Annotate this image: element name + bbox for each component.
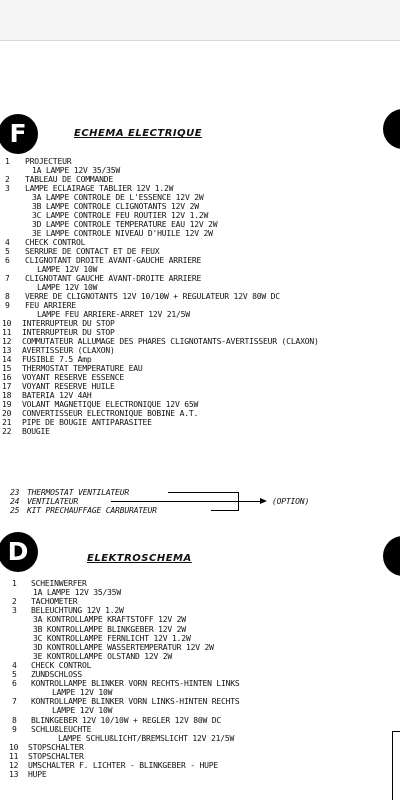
item-text: LAMPE 12V 10W xyxy=(52,705,113,716)
item-number: 5 xyxy=(12,669,17,679)
item-number: 10 xyxy=(2,318,12,328)
item-number: 10 xyxy=(9,741,19,752)
item-number: 4 xyxy=(5,237,10,247)
item-text: CHECK CONTROL xyxy=(31,659,92,670)
item-text: VENTILATEUR xyxy=(27,496,78,506)
item-text: 3A KONTROLLAMPE KRAFTSTOFF 12V 2W xyxy=(33,614,186,625)
item-text: PROJECTEUR xyxy=(25,156,72,166)
item-number: 13 xyxy=(9,769,19,780)
option-label: (OPTION) xyxy=(272,496,310,506)
item-text: CONVERTISSEUR ELECTRONIQUE BOBINE A.T. xyxy=(22,408,199,418)
item-text: CLIGNOTANT GAUCHE AVANT-DROITE ARRIERE xyxy=(25,273,202,283)
item-text: THERMOSTAT TEMPERATURE EAU xyxy=(22,363,143,373)
item-number: 12 xyxy=(2,336,12,346)
item-text: THERMOSTAT VENTILATEUR xyxy=(27,487,129,497)
next-column-badge-1 xyxy=(383,109,400,149)
item-text: STOPSCHALTER xyxy=(28,750,84,761)
item-number: 2 xyxy=(5,174,10,184)
top-bar xyxy=(0,0,400,40)
item-text: HUPE xyxy=(28,769,47,780)
item-number: 11 xyxy=(2,327,12,337)
item-number: 1 xyxy=(12,578,17,588)
item-text: STOPSCHALTER xyxy=(28,741,84,752)
item-text: VERRE DE CLIGNOTANTS 12V 10/10W + REGULATEUR 12V 80W DC xyxy=(25,291,280,301)
item-number: 3 xyxy=(5,183,10,193)
item-text: BLINKGEBER 12V 10/10W + REGLER 12V 80W DC xyxy=(31,714,222,725)
item-text: LAMPE 12V 10W xyxy=(52,687,113,698)
item-text: PIPE DE BOUGIE ANTIPARASITEE xyxy=(22,417,152,427)
item-number: 7 xyxy=(5,273,10,283)
section-badge-d: D xyxy=(0,532,38,572)
item-text: SCHEINWERFER xyxy=(31,578,87,588)
section-title-d: ELEKTROSCHEMA xyxy=(87,553,192,564)
item-text: 3A LAMPE CONTROLE DE L'ESSENCE 12V 2W xyxy=(32,192,204,202)
item-number: 23 xyxy=(10,487,20,497)
item-text: FEU ARRIERE xyxy=(25,300,76,310)
option-bracket-bottom xyxy=(211,510,238,511)
item-text: VOLANT MAGNETIQUE ELECTRONIQUE 12V 65W xyxy=(22,399,199,409)
item-text: LAMPE SCHLUßLICHT/BREMSLICHT 12V 21/5W xyxy=(58,732,235,743)
item-text: SERRURE DE CONTACT ET DE FEUX xyxy=(25,246,160,256)
item-number: 8 xyxy=(12,714,17,725)
item-text: 3E LAMPE CONTROLE NIVEAU D'HUILE 12V 2W xyxy=(32,228,213,238)
item-number: 2 xyxy=(12,596,17,607)
item-number: 9 xyxy=(5,300,10,310)
item-number: 6 xyxy=(12,678,17,689)
document-page xyxy=(0,41,400,800)
item-number: 8 xyxy=(5,291,10,301)
item-number: 13 xyxy=(2,345,12,355)
item-text: INTERRUPTEUR DU STOP xyxy=(22,318,115,328)
item-number: 24 xyxy=(10,496,20,506)
item-text: INTERRUPTEUR DU STOP xyxy=(22,327,115,337)
item-text: SCHLUßLEUCHTE xyxy=(31,723,92,734)
item-text: COMMUTATEUR ALLUMAGE DES PHARES CLIGNOTANTS-AVERTISSEUR (CLAXON) xyxy=(22,336,319,346)
item-text: KONTROLLAMPE BLINKER VORN LINKS-HINTEN RECHTS xyxy=(31,696,240,707)
item-text: LAMPE 12V 10W xyxy=(37,264,98,274)
item-text: 3C LAMPE CONTROLE FEU ROUTIER 12V 1.2W xyxy=(32,210,209,220)
item-text: AVERTISSEUR (CLAXON) xyxy=(22,345,115,355)
item-number: 1 xyxy=(5,156,10,166)
item-number: 14 xyxy=(2,354,12,364)
option-bracket-top xyxy=(168,492,238,493)
item-number: 21 xyxy=(2,417,12,427)
item-text: BATERIA 12V 4AH xyxy=(22,390,92,400)
item-text: LAMPE FEU ARRIERE-ARRET 12V 21/5W xyxy=(37,309,190,319)
item-text: BOUGIE xyxy=(22,426,50,436)
item-text: KONTROLLAMPE BLINKER VORN RECHTS-HINTEN LINKS xyxy=(31,678,240,689)
item-number: 3 xyxy=(12,605,17,616)
item-number: 6 xyxy=(5,255,10,265)
item-number: 20 xyxy=(2,408,12,418)
item-text: ZUNDSCHLOSS xyxy=(31,669,82,679)
item-number: 19 xyxy=(2,399,12,409)
option-arrow-icon xyxy=(260,498,267,504)
item-text: CHECK CONTROL xyxy=(25,237,86,247)
item-text: VOYANT RESERVE ESSENCE xyxy=(22,372,124,382)
next-column-badge-2 xyxy=(383,536,400,576)
item-text: 3B KONTROLLAMPE BLINKGEBER 12V 2W xyxy=(33,623,186,634)
item-text: LAMPE 12V 10W xyxy=(37,282,98,292)
item-text: 3E KONTROLLAMPE OLSTAND 12V 2W xyxy=(33,650,173,661)
table-fragment xyxy=(392,731,400,800)
item-text: 3D KONTROLLAMPE WASSERTEMPERATUR 12V 2W xyxy=(33,641,214,652)
item-text: TABLEAU DE COMMANDE xyxy=(25,174,114,184)
item-text: BELEUCHTUNG 12V 1.2W xyxy=(31,605,124,616)
item-number: 15 xyxy=(2,363,12,373)
item-text: FUSIBLE 7.5 Amp xyxy=(22,354,92,364)
item-text: 3D LAMPE CONTROLE TEMPERATURE EAU 12V 2W xyxy=(32,219,218,229)
item-text: CLIGNOTANT DROITE AVANT-GAUCHE ARRIERE xyxy=(25,255,202,265)
item-text: 1A LAMPE 12V 35/35W xyxy=(33,587,122,598)
section-badge-f: F xyxy=(0,114,38,154)
item-number: 12 xyxy=(9,760,19,770)
item-number: 16 xyxy=(2,372,12,382)
item-number: 18 xyxy=(2,390,12,400)
item-text: UMSCHALTER F. LICHTER - BLINKGEBER - HUPE xyxy=(28,760,219,770)
item-number: 9 xyxy=(12,723,17,734)
item-number: 17 xyxy=(2,381,12,391)
item-text: 3B LAMPE CONTROLE CLIGNOTANTS 12V 2W xyxy=(32,201,199,211)
item-text: 3C KONTROLLAMPE FERNLICHT 12V 1.2W xyxy=(33,632,191,643)
item-text: LAMPE ECLAIRAGE TABLIER 12V 1.2W xyxy=(25,183,174,193)
item-text: VOYANT RESERVE HUILE xyxy=(22,381,115,391)
item-number: 4 xyxy=(12,659,17,670)
option-bracket-vertical xyxy=(238,492,239,511)
item-text: KIT PRECHAUFFAGE CARBURATEUR xyxy=(27,505,157,515)
item-number: 25 xyxy=(10,505,20,515)
item-text: TACHOMETER xyxy=(31,596,78,607)
item-number: 5 xyxy=(5,246,10,256)
item-number: 7 xyxy=(12,696,17,707)
item-text: 1A LAMPE 12V 35/35W xyxy=(32,165,121,175)
item-number: 22 xyxy=(2,426,12,436)
section-title-f: ECHEMA ELECTRIQUE xyxy=(74,128,203,139)
item-number: 11 xyxy=(9,750,19,761)
